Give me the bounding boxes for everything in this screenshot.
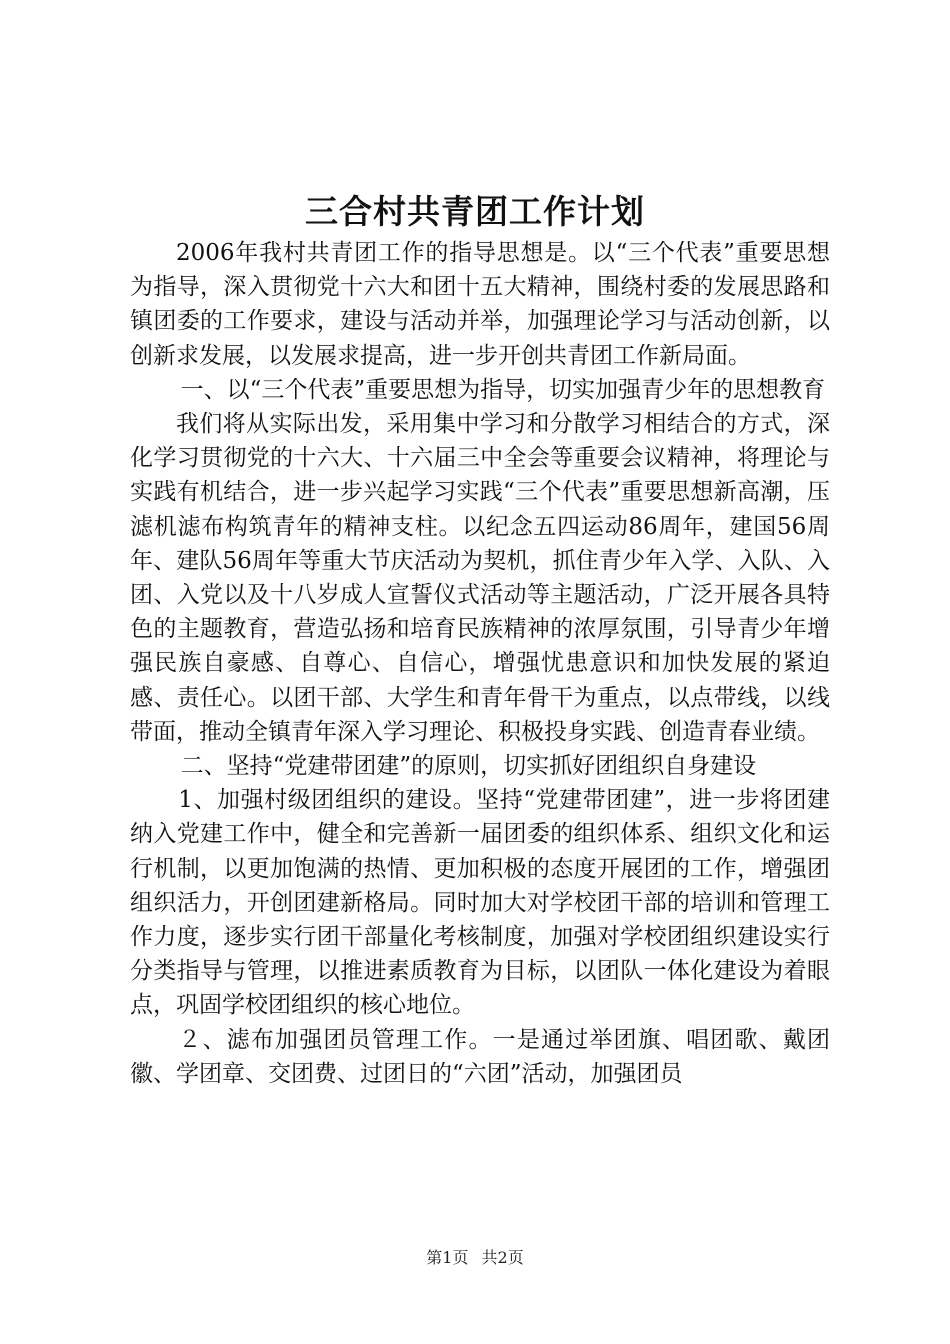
document-body bbox=[130, 236, 830, 1091]
page-number: 第1页 bbox=[426, 1248, 469, 1267]
paragraph-ideological-education: 我们将从实际出发，采用集中学习和分散学习相结合的方式，深化学习贯彻党的十六大、十六届三中全会等重要会议精神，将理论与实践有机结合，进一步兴起学习实践“三个代表”重要思想新高潮，压滤机滤布构筑青年的精神支柱。以纪念五四运动86周年，建国56周年、建队56周年等重大节庆活动为契机，抓住青少年入学、入队、入团、入党以及十八岁成人宣誓仪式活动等主题活动，广泛开展各具特色的主题教育，营造弘扬和培育民族精神的浓厚氛围，引导青少年增强民族自豪感、自尊心、自信心，增强忧患意识和加快发展的紧迫感、责任心。以团干部、大学生和青年骨干为重点，以点带线，以线带面，推动全镇青年深入学习理论、积极投身实践、创造青春业绩。 bbox=[130, 411, 830, 745]
paragraph-village-organization: 1、加强村级团组织的建设。坚持“党建带团建”，进一步将团建纳入党建工作中，健全和完善新一届团委的组织体系、组织文化和运行机制，以更加饱满的热情、更加积极的态度开展团的工作，增强团组织活力，开创团建新格局。同时加大对学校团干部的培训和管理工作力度，逐步实行团干部量化考核制度，加强对学校团组织建设实行分类指导与管理，以推进素质教育为目标，以团队一体化建设为着眼点，巩固学校团组织的核心地位。 bbox=[130, 787, 830, 1019]
paragraph-member-management: ２、滤布加强团员管理工作。一是通过举团旗、唱团歌、戴团徽、学团章、交团费、过团日的“六团”活动，加强团员 bbox=[130, 1026, 830, 1087]
page-footer bbox=[0, 1245, 950, 1268]
paragraph-guiding-ideology: 2006年我村共青团工作的指导思想是。以“三个代表”重要思想为指导，深入贯彻党十六大和团十五大精神，围绕村委的发展思路和镇团委的工作要求，建设与活动并举，加强理论学习与活动创新，以创新求发展，以发展求提高，进一步开创共青团工作新局面。 bbox=[130, 240, 830, 369]
page-total: 共2页 bbox=[481, 1248, 524, 1267]
section-heading-2: 二、坚持“党建带团建”的原则，切实抓好团组织自身建设 bbox=[180, 753, 757, 780]
document-title: 三合村共青团工作计划 bbox=[305, 192, 645, 231]
section-heading-1: 一、以“三个代表”重要思想为指导，切实加强青少年的思想教育 bbox=[180, 376, 826, 403]
